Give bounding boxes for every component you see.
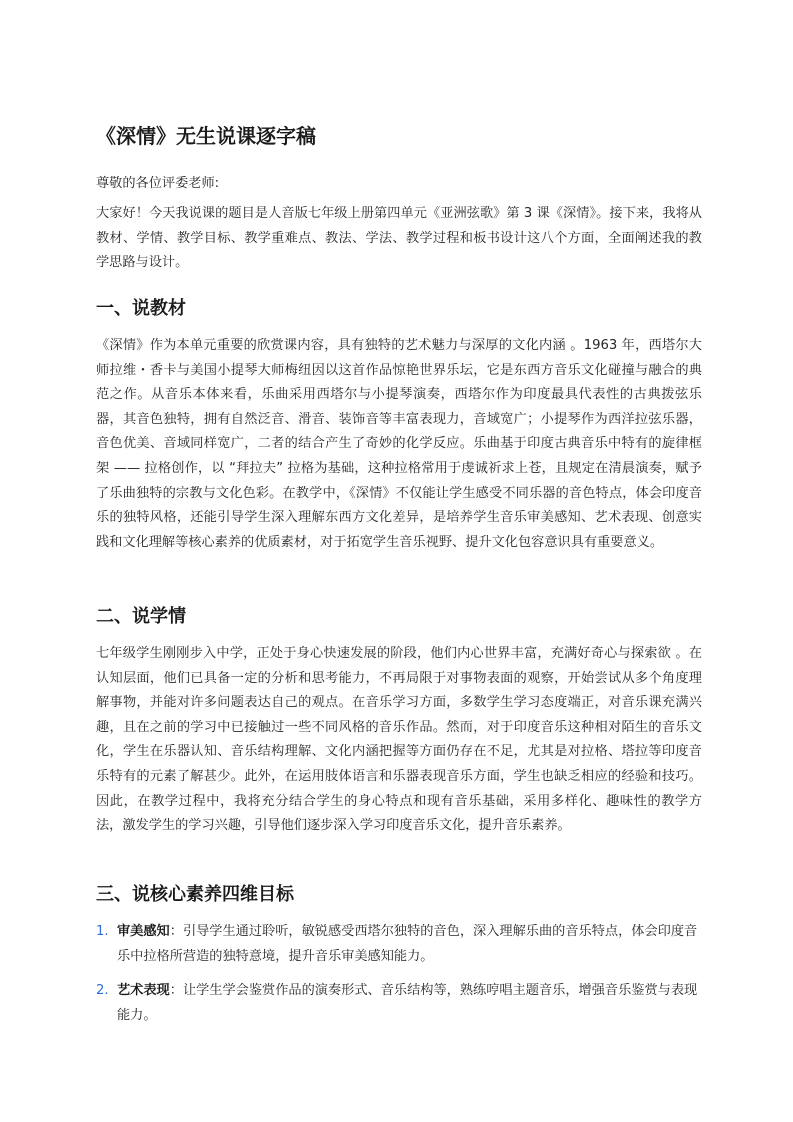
goal-separator: ： [169, 924, 183, 939]
intro-paragraph: 大家好！今天我说课的题目是人音版七年级上册第四单元《亚洲弦歌》第 3 课《深情》。接下来，我将从教材、学情、教学目标、教学重难点、教法、学法、教学过程和板书设计这八个方面，全面阐述我的教学思路与设计。 [96, 206, 702, 271]
goal-separator: ： [169, 983, 183, 999]
goal-item [96, 979, 702, 1028]
goal-term: 审美感知 [117, 924, 170, 939]
learners-paragraph: 七年级学生刚刚步入中学，正处于身心快速发展的阶段，他们内心世界丰富，充满好奇心与探索欲 。在认知层面，他们已具备一定的分析和思考能力，不再局限于对事物表面的观察，开始尝试从多个角度理解事物，并能对许多问题表达自己的观点。在音乐学习方面，多数学生学习态度端正，对音乐课充满兴趣，且在之前的学习中已接触过一些不同风格的音乐作品。然而，对于印度音乐这种相对陌生的音乐文化，学生在乐器认知、音乐结构理解、文化内涵把握等方面仍存在不足，尤其是对拉格、塔拉等印度音乐特有的元素了解甚少。此外，在运用肢体语言和乐器表现音乐方面，学生也缺乏相应的经验和技巧。因此，在教学过程中，我将充分结合学生的身心特点和现有音乐基础，采用多样化、趣味性的教学方法，激发学生的学习兴趣，引导他们逐步深入学习印度音乐文化，提升音乐素养。 [96, 646, 702, 834]
goal-text: 引导学生通过聆听，敏锐感受西塔尔独特的音色，深入理解乐曲的音乐特点，体会印度音乐中拉格所营造的独特意境，提升音乐审美感知能力。 [117, 924, 698, 964]
textbook-paragraph: 《深情》作为本单元重要的欣赏课内容，具有独特的艺术魅力与深厚的文化内涵 。1963 年，西塔尔大师拉维・香卡与美国小提琴大师梅纽因以这首作品惊艳世界乐坛，它是东西方音乐文化碰撞与融合的典范之作。从音乐本体来看，乐曲采用西塔尔与小提琴演奏，西塔尔作为印度最具代表性的古典拨弦乐器，其音色独特，拥有自然泛音、滑音、装饰音等丰富表现力，音域宽广；小提琴作为西洋拉弦乐器，音色优美、音域同样宽广，二者的结合产生了奇妙的化学反应。乐曲基于印度古典音乐中特有的旋律框架 —— 拉格创作，以 “拜拉夫” 拉格为基础，这种拉格常用于虔诚祈求上苍，且规定在清晨演奏，赋予了乐曲独特的宗教与文化色彩。在教学中，《深情》不仅能让学生感受不同乐器的音色特点，体会印度音乐的独特风格，还能引导学生深入理解东西方文化差异，是培养学生音乐审美感知、艺术表现、创意实践和文化理解等核心素养的优质素材，对于拓宽学生音乐视野、提升文化包容意识具有重要意义。 [96, 338, 702, 550]
goal-item [96, 920, 702, 969]
goal-text: 让学生学会鉴赏作品的演奏形式、音乐结构等，熟练哼唱主题音乐，增强音乐鉴赏与表现能力。 [117, 983, 698, 1023]
section-heading-learners: 二、说学情 [96, 606, 186, 627]
list-number: 1. [96, 924, 109, 939]
section-heading-textbook: 一、说教材 [96, 298, 186, 319]
document-title: 《深情》无生说课逐字稿 [96, 124, 316, 148]
greeting-paragraph: 尊敬的各位评委老师: [96, 176, 220, 191]
section-heading-goals: 三、说核心素养四维目标 [96, 884, 294, 905]
list-number: 2. [96, 983, 109, 999]
goal-term: 艺术表现 [117, 983, 170, 999]
goals-list [96, 920, 702, 1038]
